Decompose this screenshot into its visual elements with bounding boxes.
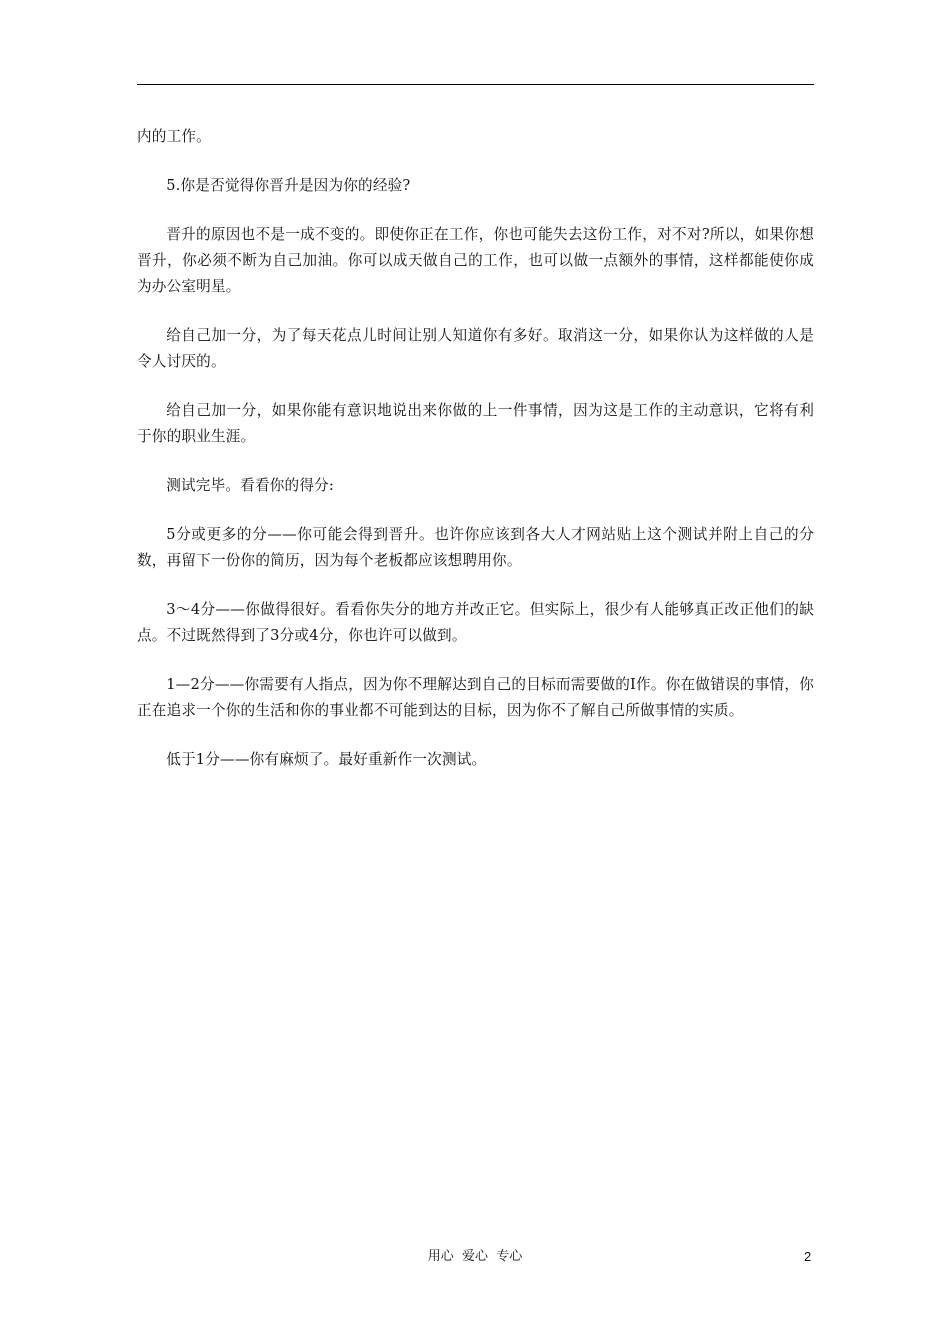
footer-slogan: 用心 爱心 专心 <box>427 1249 523 1264</box>
page-number: 2 <box>804 1249 812 1264</box>
paragraph: 晋升的原因也不是一成不变的。即使你正在工作，你也可能失去这份工作，对不对?所以，如果你想晋升，你必须不断为自己加油。你可以成天做自己的工作，也可以做一点额外的事情，这样都能使你成为办公室明星。 <box>137 226 814 295</box>
score-result: 1—2分——你需要有人指点，因为你不理解达到自己的目标而需要做的I作。你在做错误的事情，你正在追求一个你的生活和你的事业都不可能到达的目标，因为你不了解自己所做事情的实质。 <box>137 676 814 719</box>
paragraph-continuation: 内的工作。 <box>137 128 211 145</box>
score-result: 5分或更多的分——你可能会得到晋升。也许你应该到各大人才网站贴上这个测试并附上自己的分数，再留下一份你的简历，因为每个老板都应该想聘用你。 <box>137 526 814 569</box>
paragraph: 给自己加一分，为了每天花点儿时间让别人知道你有多好。取消这一分，如果你认为这样做的人是令人讨厌的。 <box>137 327 814 370</box>
score-result: 3～4分——你做得很好。看看你失分的地方并改正它。但实际上，很少有人能够真正改正他们的缺点。不过既然得到了3分或4分，你也许可以做到。 <box>137 601 814 644</box>
header-rule <box>137 84 814 85</box>
paragraph: 测试完毕。看看你的得分: <box>166 477 335 494</box>
document-body <box>137 124 814 796</box>
score-result: 低于1分——你有麻烦了。最好重新作一次测试。 <box>166 751 487 768</box>
question-heading: 5.你是否觉得你晋升是因为你的经验? <box>166 177 411 194</box>
paragraph: 给自己加一分，如果你能有意识地说出来你做的上一件事情，因为这是工作的主动意识，它将有利于你的职业生涯。 <box>137 402 814 445</box>
